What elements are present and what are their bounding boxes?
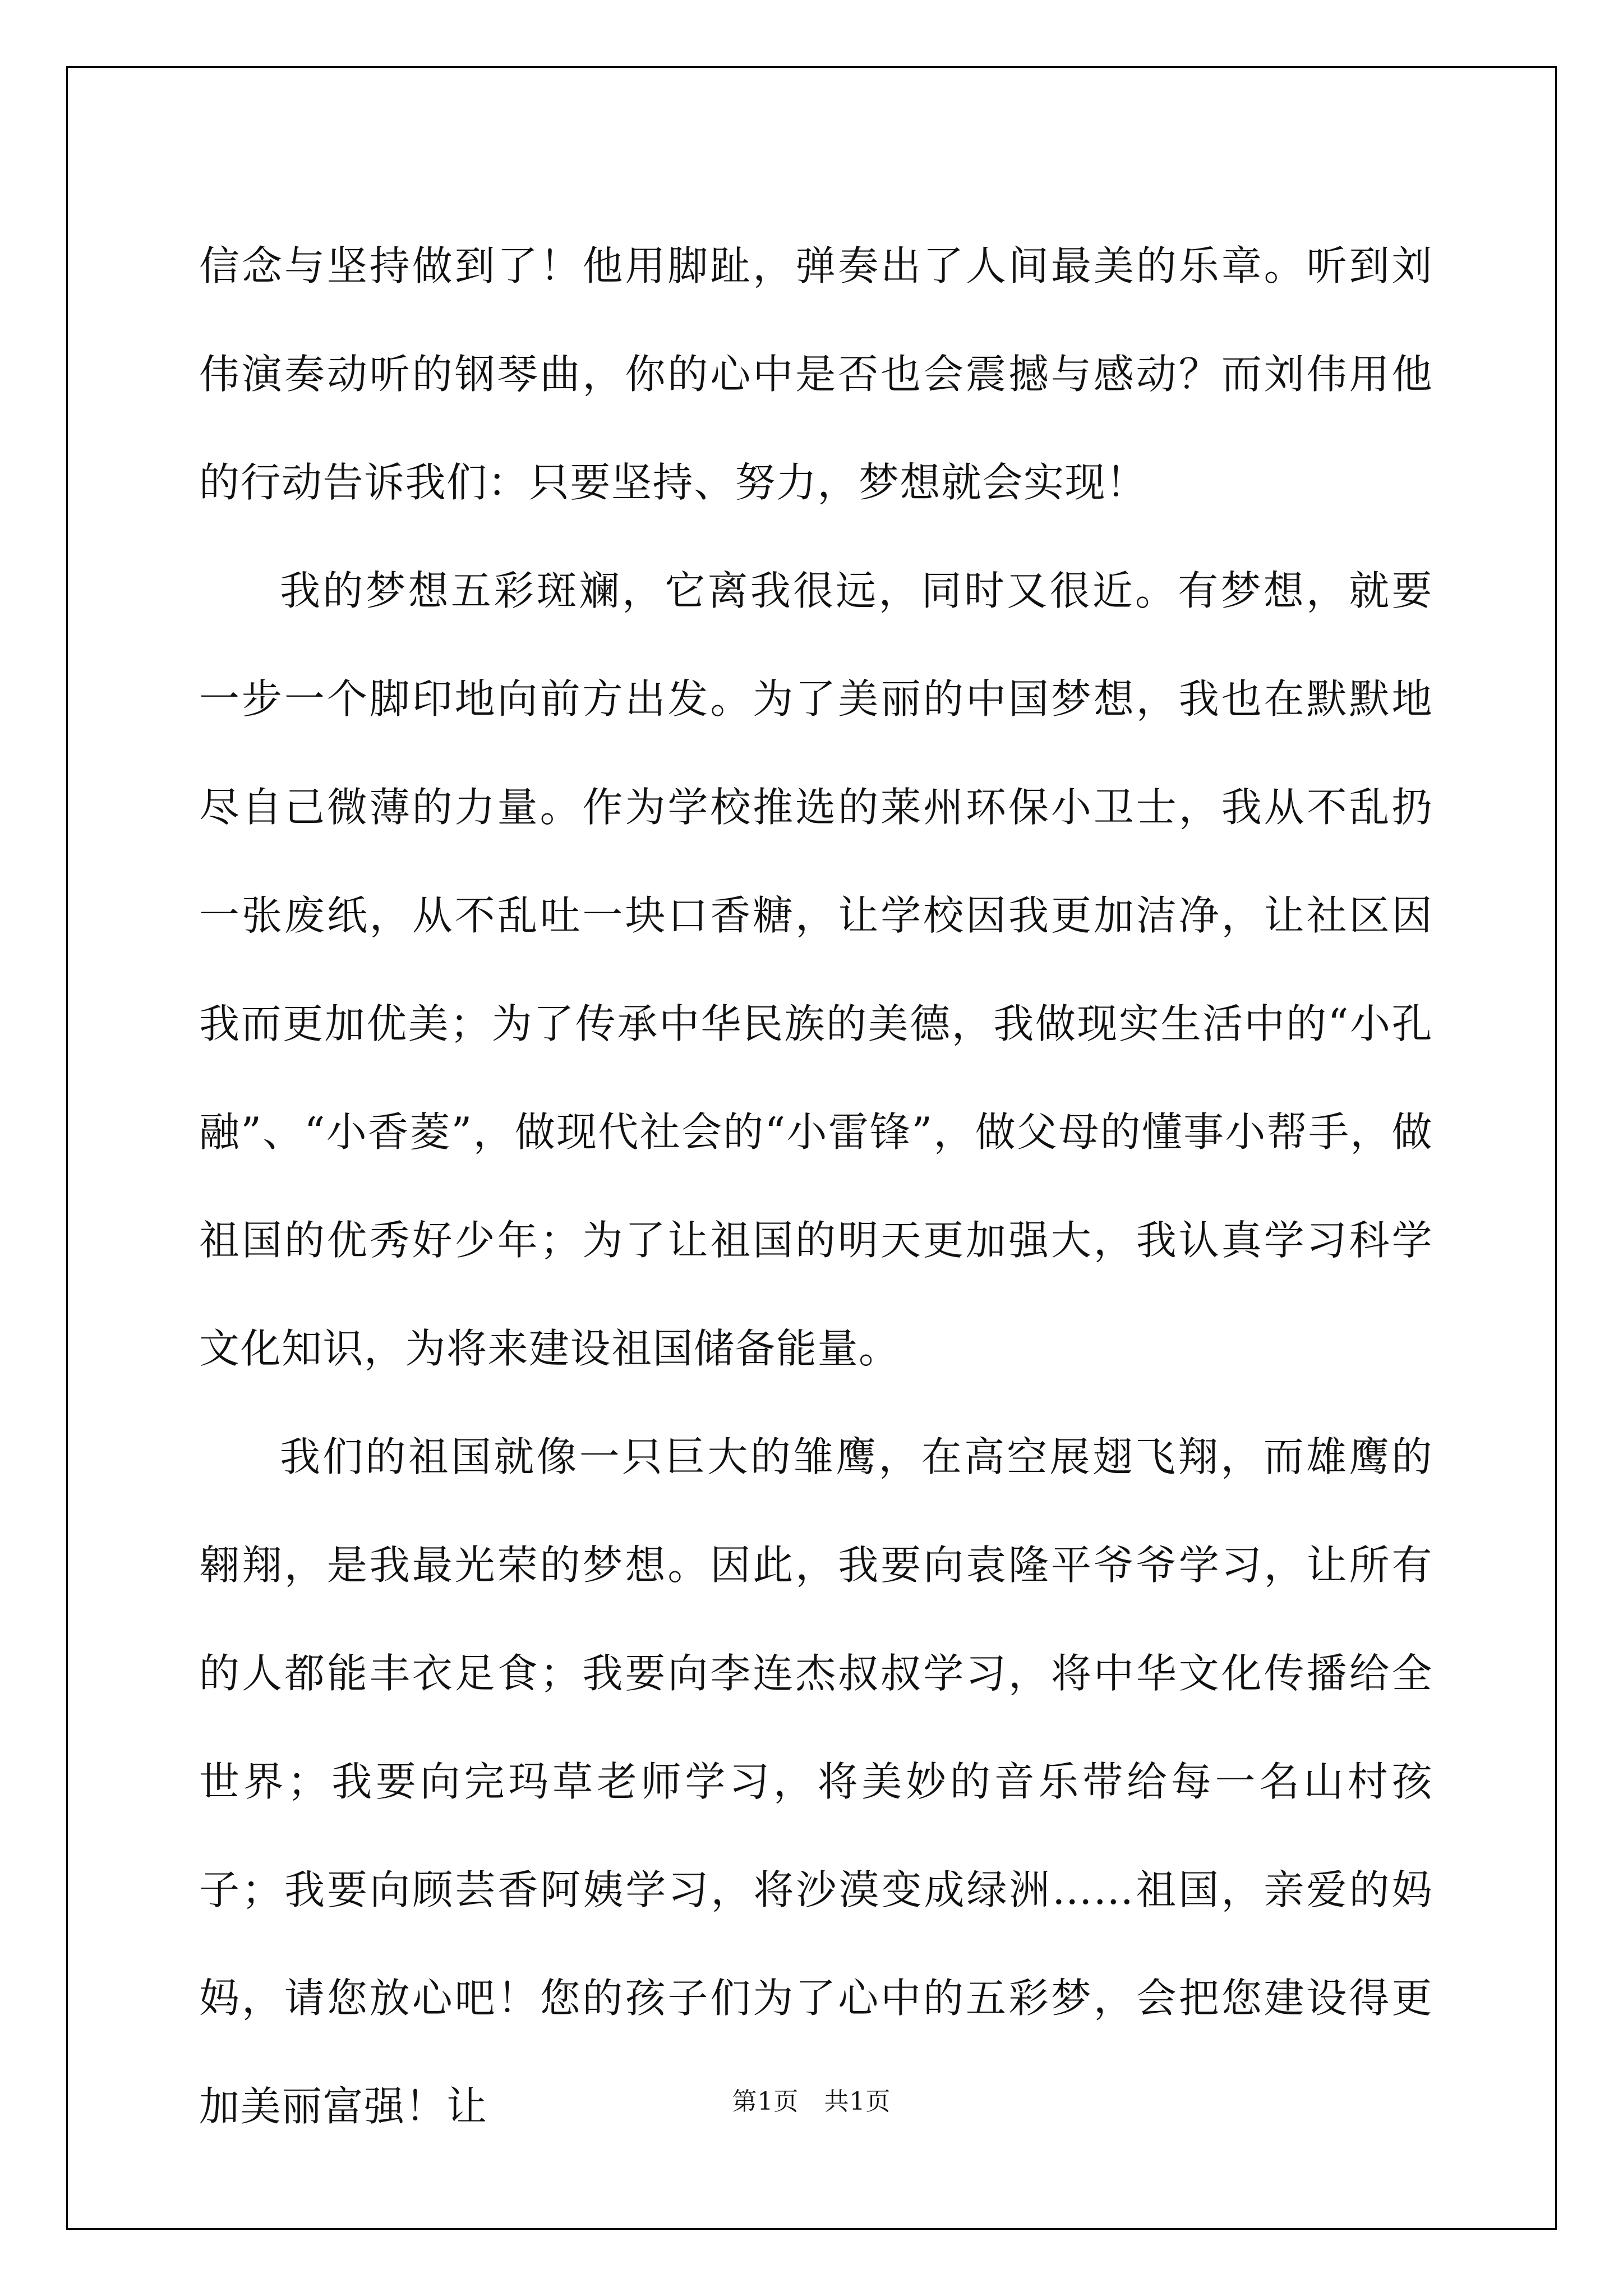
document-body xyxy=(199,212,1433,2161)
page-footer xyxy=(0,2085,1623,2119)
page-number: 第1页 xyxy=(732,2087,799,2116)
paragraph-3: 我们的祖国就像一只巨大的雏鹰，在高空展翅飞翔，而雄鹰的翱翔，是我最光荣的梦想。因此，我要向袁隆平爷爷学习，让所有的人都能丰衣足食；我要向李连杰叔叔学习，将中华文化传播给全世界；我要向完玛草老师学习，将美妙的音乐带给每一名山村孩子；我要向顾芸香阿姨学习，将沙漠变成绿洲……祖国，亲爱的妈妈，请您放心吧！您的孩子们为了心中的五彩梦，会把您建设得更加美丽富强！让 xyxy=(199,1433,1433,2130)
page-total: 共1页 xyxy=(824,2087,891,2116)
paragraph-1: 信念与坚持做到了！他用脚趾，弹奏出了人间最美的乐章。听到刘伟演奏动听的钢琴曲，你的心中是否也会震撼与感动？而刘伟用他的行动告诉我们：只要坚持、努力，梦想就会实现！ xyxy=(199,242,1433,506)
paragraph-2: 我的梦想五彩斑斓，它离我很远，同时又很近。有梦想，就要一步一个脚印地向前方出发。为了美丽的中国梦想，我也在默默地尽自己微薄的力量。作为学校推选的莱州环保小卫士，我从不乱扔一张废纸，从不乱吐一块口香糖，让学校因我更加洁净，让社区因我而更加优美；为了传承中华民族的美德，我做现实生活中的“小孔融”、“小香菱”，做现代社会的“小雷锋”，做父母的懂事小帮手，做祖国的优秀好少年；为了让祖国的明天更加强大，我认真学习科学文化知识，为将来建设祖国储备能量。 xyxy=(199,567,1433,1372)
